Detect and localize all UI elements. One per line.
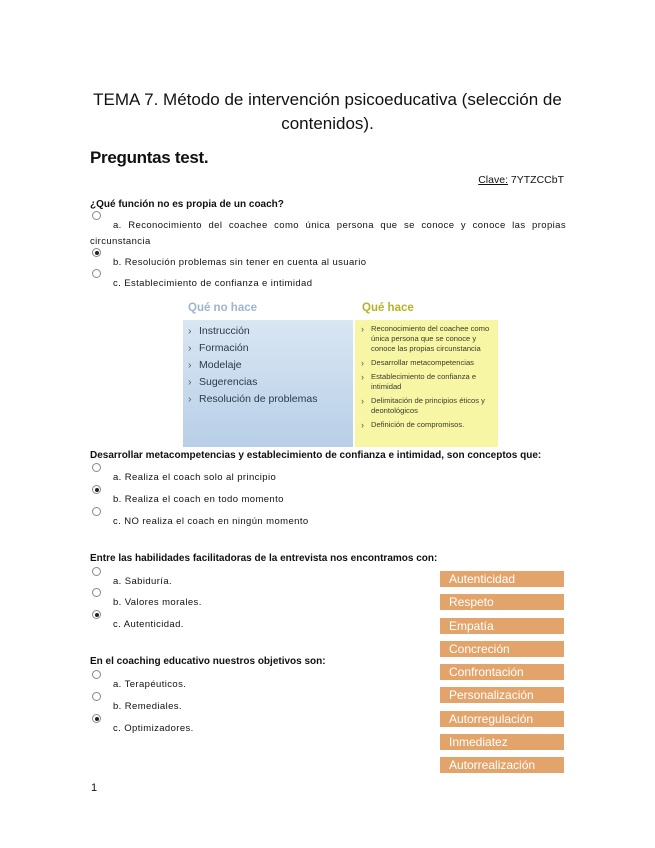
answer-key-value: 7YTZCCbT [510, 174, 564, 186]
figure-no-header: Qué no hace [188, 302, 258, 314]
figure-no-item: › Sugerencias [183, 374, 353, 391]
question-1: ¿Qué función no es propia de un coach? [90, 199, 284, 210]
option-label: c. Autenticidad. [113, 619, 184, 630]
radio-icon[interactable] [92, 211, 101, 220]
radio-icon[interactable] [92, 269, 101, 278]
figure-no-box [183, 320, 353, 447]
skill-bar: Personalización [440, 687, 564, 703]
radio-checked-icon[interactable] [92, 714, 101, 723]
option-label: a. Terapéuticos. [113, 679, 187, 690]
figure-yes-item: › Reconocimiento del coachee como única persona que se conoce y conoce las propias circunstancia [355, 324, 498, 354]
figure-yes-item: › Delimitación de principios éticos y deontológicos [355, 396, 498, 416]
q1-option-c[interactable] [90, 276, 566, 292]
option-label: c. Optimizadores. [113, 723, 194, 734]
skill-bar: Autenticidad [440, 571, 564, 587]
option-label: b. Realiza el coach en todo momento [113, 494, 284, 505]
figure-yes-item: › Definición de compromisos. [355, 420, 498, 430]
radio-icon[interactable] [92, 588, 101, 597]
skill-bar: Respeto [440, 594, 564, 610]
radio-checked-icon[interactable] [92, 485, 101, 494]
figure-yes-item: › Establecimiento de confianza e intimidad [355, 372, 498, 392]
q3-option-c[interactable] [90, 617, 420, 633]
q2-option-a[interactable] [90, 470, 566, 486]
skill-bar: Confrontación [440, 664, 564, 680]
q4-option-a[interactable] [90, 677, 420, 693]
option-label: a. Reconocimiento del coachee como única persona que se conoce y conoce las propias circunstancia [90, 220, 566, 247]
figure-no-item: › Formación [183, 340, 353, 357]
option-label: a. Realiza el coach solo al principio [113, 472, 277, 483]
question-3: Entre las habilidades facilitadoras de la entrevista nos encontramos con: [90, 553, 438, 564]
figure-no-item: › Resolución de problemas [183, 391, 353, 408]
q3-option-a[interactable] [90, 574, 420, 590]
radio-checked-icon[interactable] [92, 610, 101, 619]
skill-bar: Concreción [440, 641, 564, 657]
skill-bar: Autorregulación [440, 711, 564, 727]
radio-icon[interactable] [92, 692, 101, 701]
radio-icon[interactable] [92, 567, 101, 576]
skills-list [440, 571, 564, 781]
question-4: En el coaching educativo nuestros objetivos son: [90, 656, 326, 667]
q3-option-b[interactable] [90, 595, 420, 611]
q1-option-a[interactable] [90, 218, 566, 250]
answer-key-label: Clave: [478, 174, 508, 186]
skill-bar: Inmediatez [440, 734, 564, 750]
q4-option-c[interactable] [90, 721, 420, 737]
radio-icon[interactable] [92, 670, 101, 679]
option-label: b. Remediales. [113, 701, 182, 712]
answer-key [478, 174, 564, 186]
figure-no-item: › Modelaje [183, 357, 353, 374]
figure-yes-box [355, 320, 498, 447]
option-label: c. NO realiza el coach en ningún momento [113, 516, 309, 527]
option-label: b. Valores morales. [113, 597, 202, 608]
section-heading: Preguntas test. [90, 148, 209, 167]
q1-option-b[interactable] [90, 255, 566, 271]
figure-yes-item: › Desarrollar metacompetencias [355, 358, 498, 368]
option-label: c. Establecimiento de confianza e intimidad [113, 278, 313, 289]
document-title: TEMA 7. Método de intervención psicoeducativa (selección de contenidos). [93, 90, 562, 133]
skill-bar: Empatía [440, 618, 564, 634]
radio-icon[interactable] [92, 463, 101, 472]
page-number: 1 [91, 782, 98, 794]
skill-bar: Autorrealización [440, 757, 564, 773]
radio-icon[interactable] [92, 507, 101, 516]
option-label: a. Sabiduría. [113, 576, 173, 587]
option-label: b. Resolución problemas sin tener en cuenta al usuario [113, 257, 367, 268]
figure-yes-header: Qué hace [362, 302, 414, 314]
q4-option-b[interactable] [90, 699, 420, 715]
figure-no-item: › Instrucción [183, 323, 353, 340]
radio-checked-icon[interactable] [92, 248, 101, 257]
q2-option-c[interactable] [90, 514, 566, 530]
question-2: Desarrollar metacompetencias y establecimiento de confianza e intimidad, son conceptos que: [90, 450, 542, 461]
q2-option-b[interactable] [90, 492, 566, 508]
